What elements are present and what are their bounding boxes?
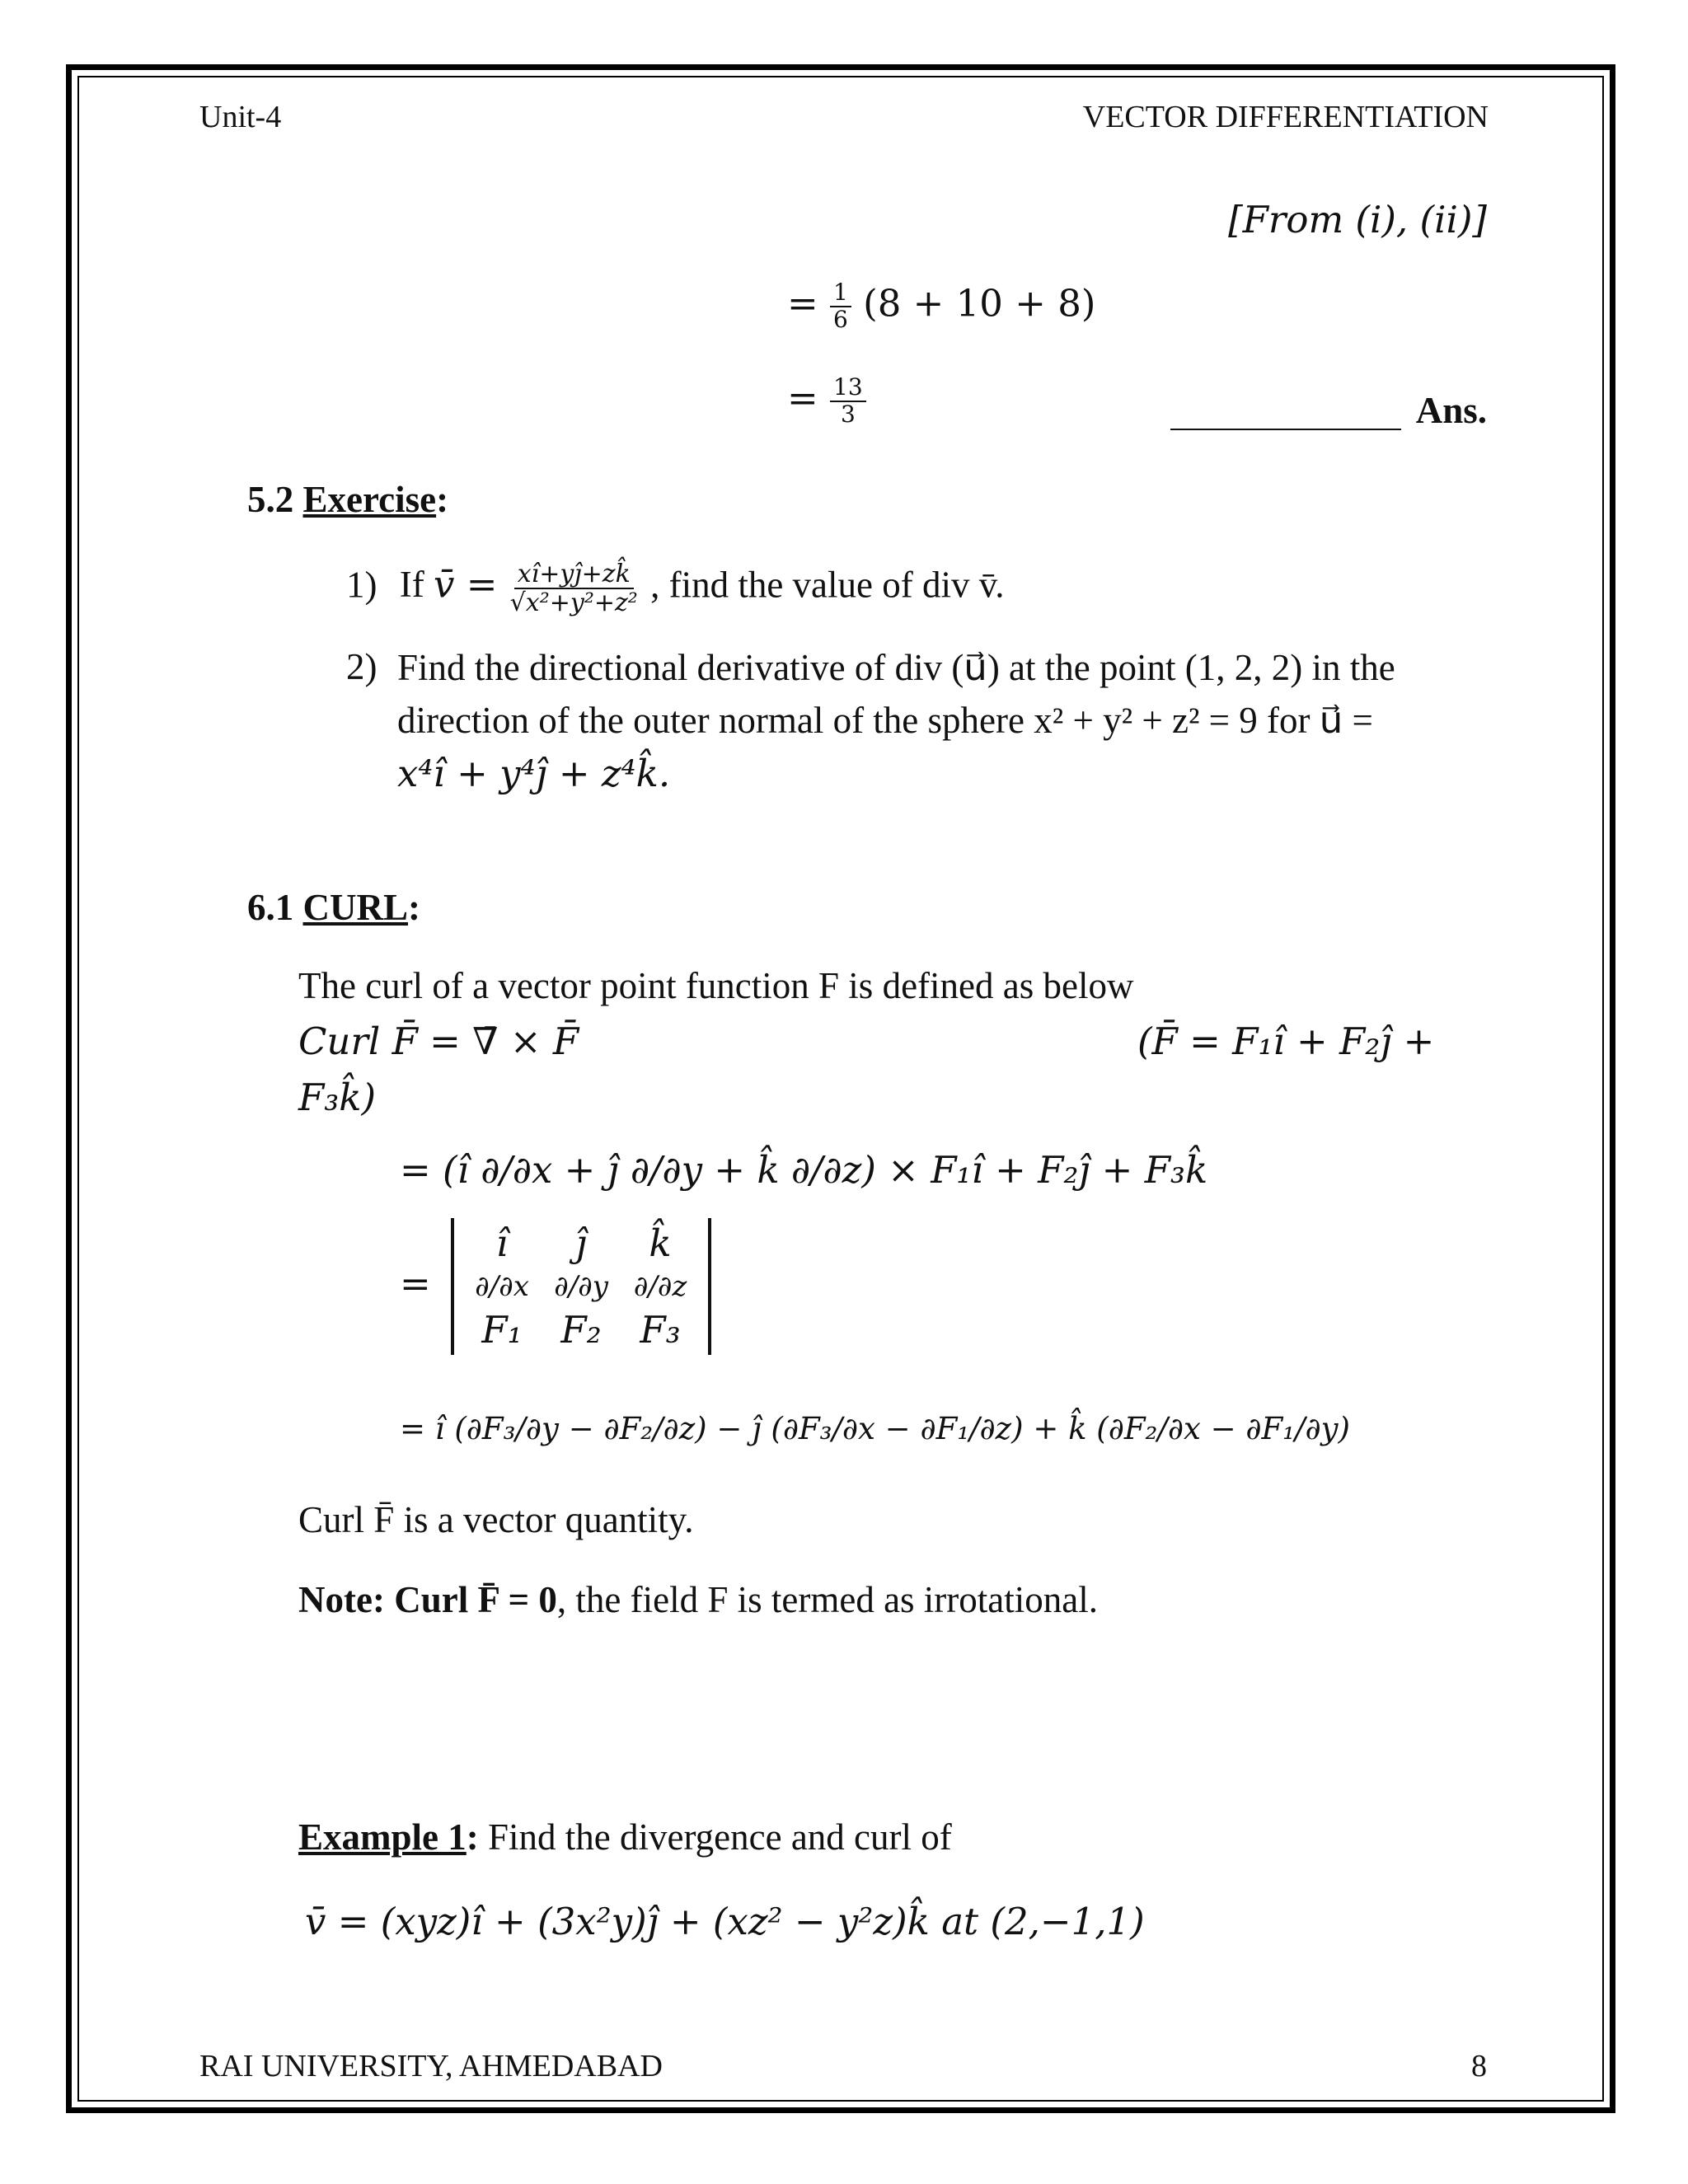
curl-expansion: = î (∂F₃/∂y − ∂F₂/∂z) − ĵ (∂F₃/∂x − ∂F₁/∂z) + k̂ (∂F₂/∂x − ∂F₁/∂y): [400, 1411, 1350, 1446]
exercise-item-1: 1) If v̄ = $\frac{xî+yĵ+zk̂}{\text{√x²+y²+z²}}$ , find the value of div v̄.: [346, 560, 1005, 617]
exercise-item-2-line-1: Find the directional derivative of div (u⃗) at the point (1, 2, 2) in the: [397, 647, 1395, 688]
curl-intro: The curl of a vector point function F is defined as below: [298, 965, 1134, 1006]
header-title: VECTOR DIFFERENTIATION: [1082, 100, 1489, 134]
header-unit: Unit-4: [199, 100, 282, 134]
example-1-heading: Example 1: Find the divergence and curl of: [298, 1816, 952, 1858]
exercise-item-2-number: 2): [346, 646, 377, 687]
exercise-heading: 5.2 Exercise:: [247, 479, 449, 520]
curl-determinant: = î ĵ k̂ ∂/∂x ∂/∂y ∂/∂z F₁ F₂ F₃: [400, 1218, 711, 1355]
result-line-2: = $\frac{13}{3}$: [787, 375, 866, 428]
field-components: (F̄ = F₁î + F₂ĵ +: [1137, 1019, 1435, 1063]
field-components-wrap: F₃k̂): [298, 1076, 377, 1119]
exercise-item-2-line-3: x⁴î + y⁴ĵ + z⁴k̂.: [397, 752, 671, 795]
curl-step-operator: = (î ∂/∂x + ĵ ∂/∂y + k̂ ∂/∂z) × F₁î + F₂ĵ + F₃k̂: [400, 1148, 1208, 1192]
exercise-item-2-line-2: direction of the outer normal of the sphere x² + y² + z² = 9 for u⃗ =: [397, 700, 1373, 741]
irrotational-note: Note: Curl F̄ = 0, the field F is termed as irrotational.: [298, 1579, 1098, 1620]
footer-university: RAI UNIVERSITY, AHMEDABAD: [199, 2049, 663, 2083]
answer-blank-line: [1170, 429, 1401, 430]
reference-note: [From (i), (ii)]: [1228, 198, 1487, 241]
example-1-equation: v̄ = (xyz)î + (3x²y)ĵ + (xz² − y²z)k̂ at (2,−1,1): [305, 1900, 1145, 1943]
result-line-1: = $\frac{1}{6}$ (8 + 10 + 8): [787, 279, 1096, 333]
curl-definition: Curl F̄ = ∇̄ × F̄: [298, 1019, 579, 1063]
curl-vector-note: Curl F̄ is a vector quantity.: [298, 1499, 694, 1540]
curl-heading: 6.1 CURL:: [247, 887, 421, 928]
answer-label: Ans.: [1415, 390, 1487, 431]
page-number: 8: [1471, 2049, 1487, 2083]
determinant-matrix: î ĵ k̂ ∂/∂x ∂/∂y ∂/∂z F₁ F₂ F₃: [451, 1218, 711, 1355]
